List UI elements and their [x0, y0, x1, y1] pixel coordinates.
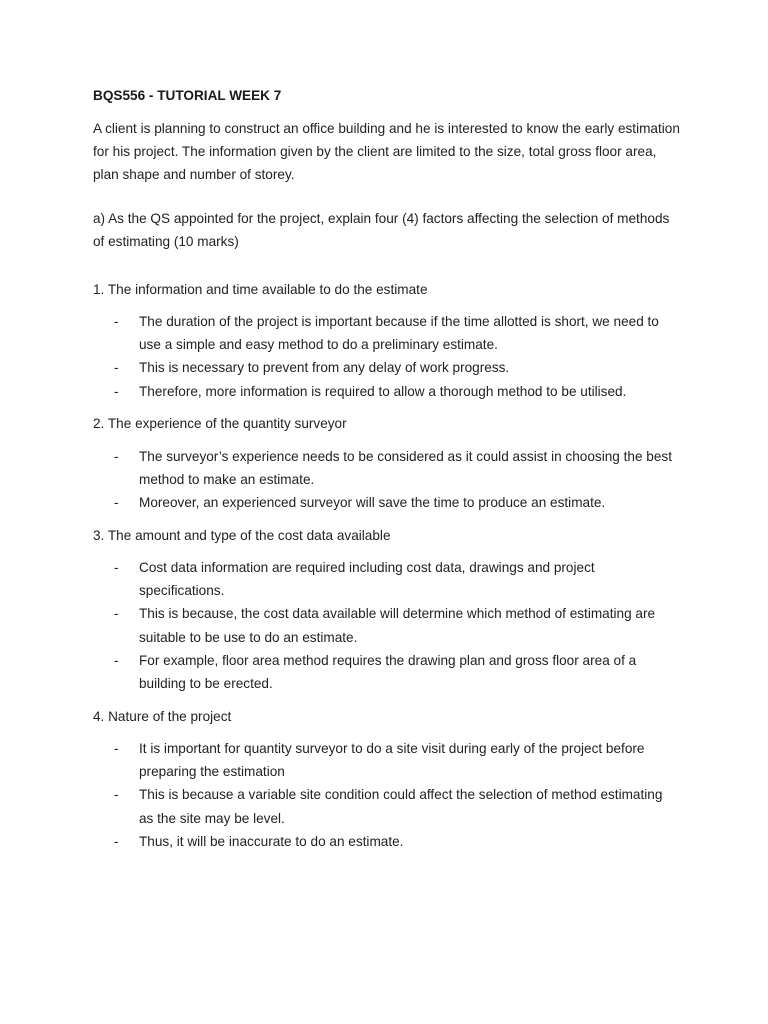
bullet-dash: -: [114, 360, 119, 376]
bullet-text: This is necessary to prevent from any delay of work progress.: [139, 360, 510, 376]
bullet-dash: -: [114, 606, 119, 622]
bullet-text: Therefore, more information is required to allow a thorough method to be utilised.: [139, 383, 627, 399]
bullet-text: The surveyor’s experience needs to be considered as it could assist in choosing the best method to make an estimate.: [139, 449, 672, 488]
bullet-item: [0, 649, 768, 695]
bullet-item: [0, 445, 768, 491]
factor-4-bullet-list: [0, 737, 768, 853]
bullet-text: The duration of the project is important because if the time allotted is short, we need to use a simple and easy method to do a preliminary estimate.: [139, 314, 659, 353]
factor-2-bullet-list: [0, 445, 768, 515]
bullet-item: [0, 310, 768, 356]
bullet-dash: -: [114, 314, 119, 329]
bullet-item: [0, 380, 768, 403]
factor-1-bullet-list: [0, 310, 768, 403]
bullet-text: It is important for quantity surveyor to do a site visit during early of the project before preparing the estimation: [139, 741, 645, 780]
factor-heading-1: 1. The information and time available to do the estimate: [93, 282, 428, 297]
factor-heading-2: 2. The experience of the quantity surveyor: [93, 416, 347, 431]
factor-3-bullet-list: [0, 556, 768, 695]
bullet-text: Cost data information are required including cost data, drawings and project specifications.: [139, 560, 595, 599]
bullet-dash: -: [114, 652, 119, 668]
bullet-text: Thus, it will be inaccurate to do an estimate.: [139, 833, 404, 849]
bullet-item: [0, 491, 768, 514]
bullet-dash: -: [114, 787, 119, 803]
factor-heading-4: 4. Nature of the project: [93, 709, 232, 724]
bullet-item: [0, 783, 768, 829]
factor-heading-3: 3. The amount and type of the cost data available: [93, 528, 391, 543]
bullet-item: [0, 556, 768, 602]
bullet-dash: -: [114, 495, 119, 511]
bullet-dash: -: [114, 383, 119, 399]
intro-paragraph: A client is planning to construct an office building and he is interested to know the early estimation for his project. The information given by the client are limited to the size, total gross floor area, plan shape and number of storey.: [93, 121, 680, 183]
bullet-item: [0, 737, 768, 783]
bullet-text: For example, floor area method requires the drawing plan and gross floor area of a building to be erected.: [139, 652, 637, 692]
bullet-dash: -: [114, 560, 119, 575]
bullet-dash: -: [114, 741, 119, 756]
bullet-text: Moreover, an experienced surveyor will save the time to produce an estimate.: [139, 495, 606, 511]
question-paragraph: a) As the QS appointed for the project, explain four (4) factors affecting the selection of methods of estimating (10 marks): [93, 211, 670, 250]
bullet-dash: -: [114, 449, 119, 464]
bullet-dash: -: [114, 833, 119, 849]
bullet-item: [0, 830, 768, 853]
bullet-text: This is because, the cost data available will determine which method of estimating are suitable to be use to do an estimate.: [139, 606, 656, 645]
bullet-text: This is because a variable site condition could affect the selection of method estimating as the site may be level.: [139, 787, 663, 826]
bullet-item: [0, 602, 768, 648]
document-title: BQS556 - TUTORIAL WEEK 7: [93, 88, 282, 103]
bullet-item: [0, 356, 768, 379]
